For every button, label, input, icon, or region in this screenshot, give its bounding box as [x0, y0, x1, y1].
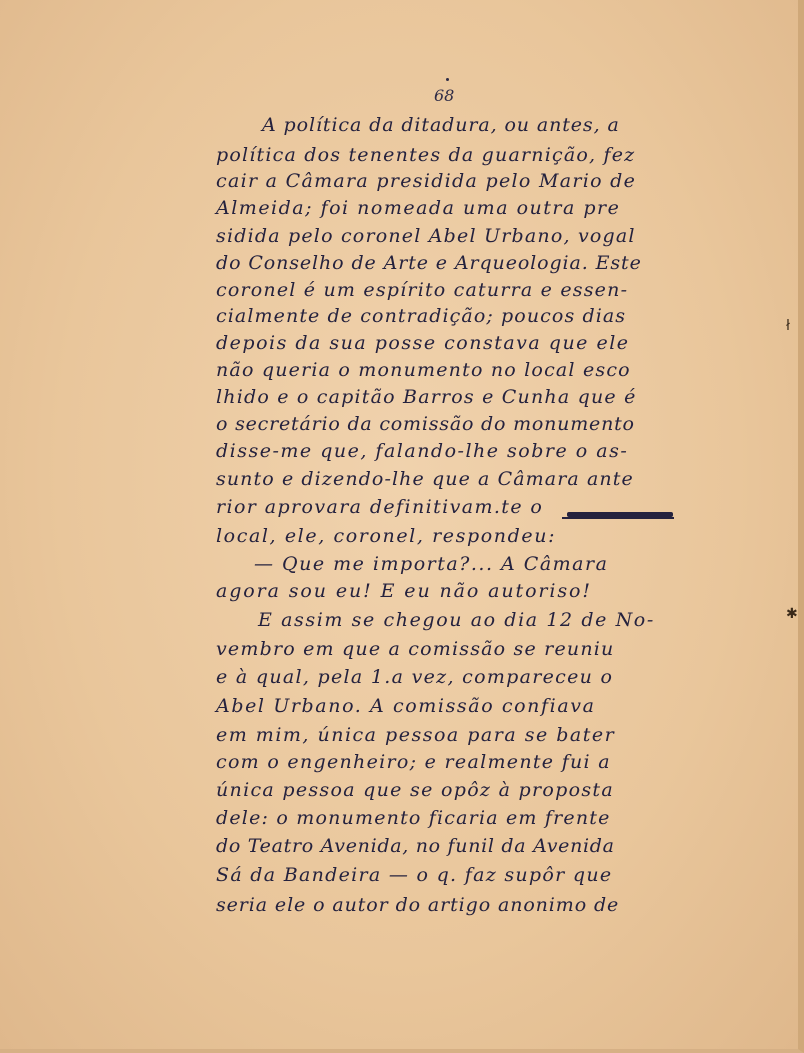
text-line: política dos tenentes da guarnição, fez	[216, 144, 636, 166]
text-line: E assim se chegou ao dia 12 de No-	[258, 609, 655, 631]
text-line: não queria o monumento no local esco	[216, 359, 631, 381]
text-line: sunto e dizendo-lhe que a Câmara ante	[216, 468, 634, 490]
text-line: rior aprovara definitivam.te o	[216, 496, 544, 518]
text-line: lhido e o capitão Barros e Cunha que é	[216, 386, 637, 408]
text-line: disse-me que, falando-lhe sobre o as-	[216, 440, 629, 462]
text-line: Sá da Bandeira — o q. faz supôr que	[216, 864, 613, 886]
text-line: do Teatro Avenida, no funil da Avenida	[216, 835, 615, 857]
text-line: local, ele, coronel, respondeu:	[216, 525, 557, 547]
text-line: A política da ditadura, ou antes, a	[262, 114, 620, 136]
text-line: e à qual, pela 1.a vez, compareceu o	[216, 666, 614, 688]
strike-underline	[562, 517, 674, 519]
margin-ink-blot: ✱	[786, 606, 798, 622]
text-line: dele: o monumento ficaria em frente	[216, 807, 611, 829]
text-line: do Conselho de Arte e Arqueologia. Este	[216, 252, 642, 274]
text-line: em mim, única pessoa para se bater	[216, 724, 616, 746]
text-line: — Que me importa?... A Câmara	[254, 553, 609, 575]
text-line: Abel Urbano. A comissão confiava	[216, 695, 596, 717]
text-line: cialmente de contradição; poucos dias	[216, 305, 627, 327]
page-number: 68	[434, 86, 455, 105]
margin-tick-mark: ł	[786, 318, 790, 334]
text-line: depois da sua posse constava que ele	[216, 332, 630, 354]
text-line: sidida pelo coronel Abel Urbano, vogal	[216, 225, 636, 247]
text-line: coronel é um espírito caturra e essen-	[216, 279, 629, 301]
text-line: Almeida; foi nomeada uma outra pre	[216, 197, 621, 219]
text-line: o secretário da comissão do monumento	[216, 413, 635, 435]
text-line: seria ele o autor do artigo anonimo de	[216, 894, 620, 916]
text-line: vembro em que a comissão se reuniu	[216, 638, 615, 660]
text-line: com o engenheiro; e realmente fui a	[216, 751, 611, 773]
text-line: cair a Câmara presidida pelo Mario de	[216, 170, 637, 192]
text-line: única pessoa que se opôz à proposta	[216, 779, 614, 801]
text-line: agora sou eu! E eu não autoriso!	[216, 580, 592, 602]
